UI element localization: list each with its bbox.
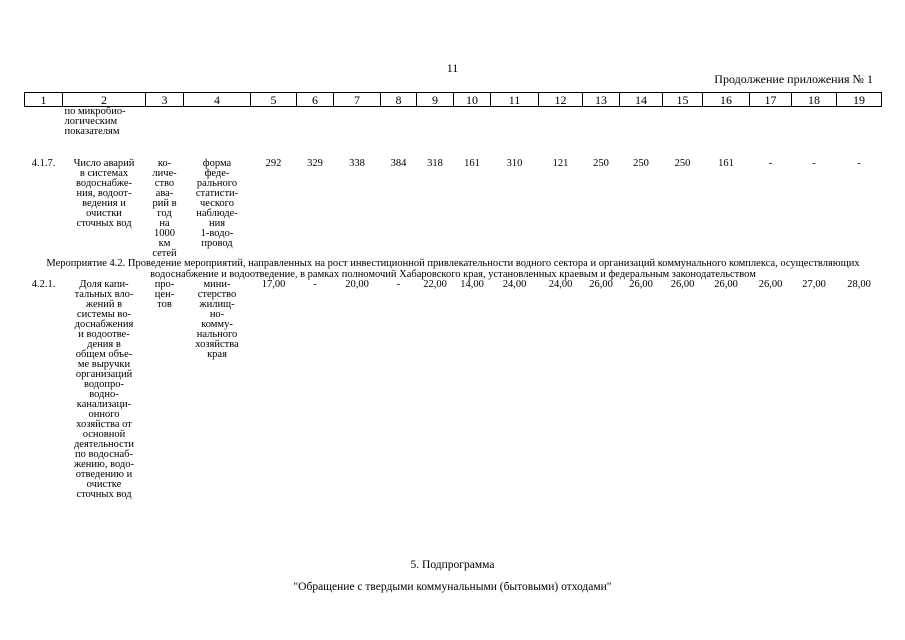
value-cell: 24,00 (548, 279, 573, 290)
value-cell: 384 (390, 158, 407, 169)
col-header: 13 (583, 93, 620, 107)
value-cell: - (313, 279, 317, 290)
col-header: 3 (146, 93, 184, 107)
value-cell: 161 (718, 158, 734, 169)
continuation-label: Продолжение приложения № 1 (714, 72, 873, 86)
value-cell: 28,00 (847, 279, 871, 290)
carryover-row (25, 107, 882, 138)
col-header: 4 (184, 93, 251, 107)
event-heading: Мероприятие 4.2. Проведение мероприятий, направленных на рост инвестиционной привлекательности водного сектора и организаций коммунального комплекса, осуществляющих водоснабжение и водоотведение, в рамках полномочий Хабаровского края, установленных краевым и федеральным законодательством (46, 258, 860, 280)
unit-cell: про- цен- тов (154, 279, 175, 310)
table-row-4-2-1 (25, 280, 882, 500)
value-cell: 318 (427, 158, 443, 169)
value-cell: 338 (349, 158, 365, 169)
source-cell: мини- стерство жилищ- но- комму- нального хозяйства края (195, 279, 239, 360)
value-cell: 250 (593, 158, 609, 169)
event-heading-row (25, 259, 882, 280)
col-header: 11 (491, 93, 539, 107)
value-cell: 121 (552, 158, 569, 169)
value-cell: - (396, 279, 401, 290)
col-header: 8 (381, 93, 417, 107)
value-cell: 329 (307, 158, 323, 169)
unit-cell: ко- личе- ство ава- рий в год на 1000 км сетей (152, 158, 177, 259)
col-header: 18 (792, 93, 837, 107)
value-cell: 161 (464, 158, 480, 169)
subprogram-number: 5. Подпрограмма (410, 559, 495, 571)
column-number-header (25, 93, 882, 107)
value-cell: 20,00 (345, 279, 369, 290)
value-cell: 310 (506, 158, 523, 169)
col-header: 6 (297, 93, 334, 107)
indicator-name: Доля капи- тальных вло- жений в системы во- доснабжения и водоотве- дения в общем объе- ме выручки организаций водопро- водно- канализаци- онного хозяйства от основной деятельности по водоснаб- жению, водо- отведению и очистке сточных вод (73, 279, 135, 500)
col-header: 15 (663, 93, 703, 107)
col-header: 16 (703, 93, 750, 107)
value-cell: 250 (633, 158, 649, 169)
value-cell: 26,00 (670, 279, 695, 290)
value-cell: 22,00 (423, 279, 447, 290)
indicator-name: Число аварий в системах водоснабже- ния, водоот- ведения и очистки сточных вод (73, 158, 135, 229)
col-header: 1 (25, 93, 63, 107)
value-cell: 26,00 (714, 279, 738, 290)
subprogram-title: "Обращение с твердыми коммунальными (бытовыми) отходами" (293, 581, 612, 593)
value-cell: 26,00 (589, 279, 613, 290)
carryover-text: по микробио- логическим показателям (64, 106, 126, 137)
value-cell: 17,00 (261, 279, 286, 290)
value-cell: - (768, 158, 773, 169)
value-cell: 14,00 (460, 279, 484, 290)
row-number: 4.1.7. (31, 158, 56, 169)
col-header: 12 (539, 93, 583, 107)
value-cell: 24,00 (502, 279, 527, 290)
table-row-4-1-7 (25, 159, 882, 259)
value-cell: 27,00 (802, 279, 826, 290)
value-cell: 26,00 (758, 279, 783, 290)
page-number: 11 (446, 61, 459, 75)
value-cell: 26,00 (629, 279, 653, 290)
col-header: 10 (454, 93, 491, 107)
value-cell: 250 (674, 158, 691, 169)
col-header: 7 (334, 93, 381, 107)
col-header: 17 (750, 93, 792, 107)
col-header: 5 (251, 93, 297, 107)
value-cell: - (812, 158, 816, 169)
row-number: 4.2.1. (31, 279, 56, 290)
col-header: 2 (63, 93, 146, 107)
col-header: 14 (620, 93, 663, 107)
value-cell: - (857, 158, 861, 169)
col-header: 9 (417, 93, 454, 107)
col-header: 19 (837, 93, 882, 107)
data-table (24, 92, 882, 500)
source-cell: форма феде- рального статисти- ческого наблюде- ния 1-водо- провод (195, 158, 239, 249)
value-cell: 292 (265, 158, 282, 169)
